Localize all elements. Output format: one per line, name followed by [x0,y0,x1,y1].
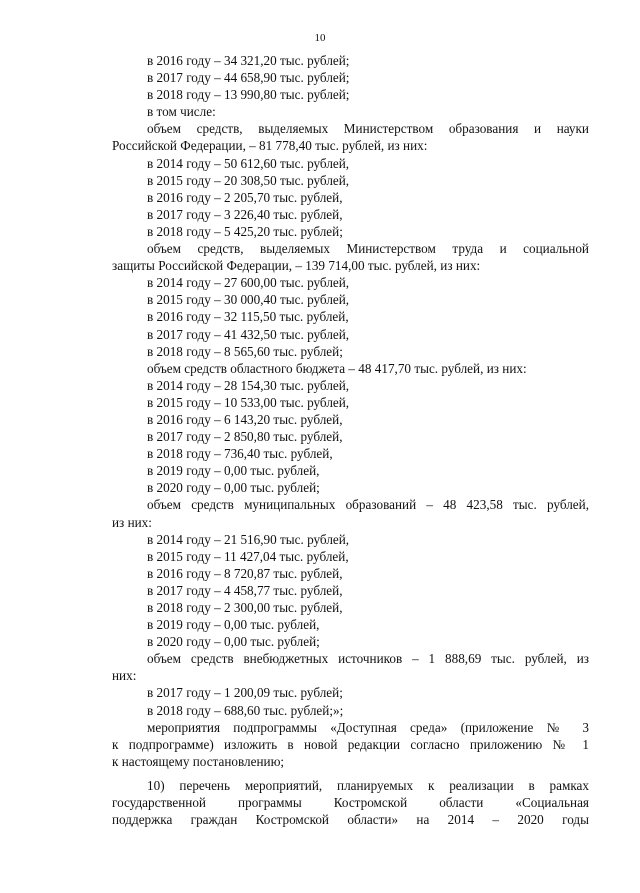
text-line: в 2016 году – 6 143,20 тыс. рублей, [147,411,343,427]
text-line: защиты Российской Федерации, – 139 714,00 тыс. рублей, из них: [112,258,481,274]
text-line: в 2017 году – 44 658,90 тыс. рублей; [147,70,350,86]
text-line: объем средств внебюджетных источников – 1 888,69 тыс. рублей, из [147,651,589,667]
text-line: государственной программы Костромской области «Социальная [112,795,589,811]
text-line: мероприятия подпрограммы «Доступная среда» (приложение № 3 [147,719,589,735]
text-line: в 2016 году – 34 321,20 тыс. рублей; [147,53,350,68]
text-line: в 2017 году – 4 458,77 тыс. рублей, [147,582,343,598]
text-line: в 2017 году – 3 226,40 тыс. рублей, [147,206,343,222]
text-line: в 2015 году – 30 000,40 тыс. рублей, [147,292,350,308]
text-line: к настоящему постановлению; [112,753,285,769]
text-line: в 2018 году – 5 425,20 тыс. рублей; [147,223,343,239]
text-line: в 2014 году – 50 612,60 тыс. рублей, [147,155,350,171]
text-line: в 2020 году – 0,00 тыс. рублей; [147,480,320,496]
text-line: в 2018 году – 13 990,80 тыс. рублей; [147,87,350,103]
text-line: в 2017 году – 1 200,09 тыс. рублей; [147,685,343,701]
text-line: в 2019 году – 0,00 тыс. рублей, [147,617,320,633]
text-line: объем средств муниципальных образований – 48 423,58 тыс. рублей, [147,497,589,513]
text-line: к подпрограмме) изложить в новой редакции согласно приложению № 1 [112,736,589,752]
text-line: поддержка граждан Костромской области» на 2014 – 2020 годы [112,812,589,828]
text-line: из них: [112,514,152,530]
text-line: в 2015 году – 10 533,00 тыс. рублей, [147,394,350,410]
page-number: 10 [314,32,326,44]
text-line: в 2018 году – 736,40 тыс. рублей, [147,446,333,462]
text-line: в 2016 году – 2 205,70 тыс. рублей, [147,189,343,205]
text-line: объем средств, выделяемых Министерством образования и науки [147,121,589,137]
text-line: в 2018 году – 8 565,60 тыс. рублей; [147,343,343,359]
text-line: в 2016 году – 8 720,87 тыс. рублей, [147,565,343,581]
text-line: в 2019 году – 0,00 тыс. рублей, [147,463,320,479]
text-line: Российской Федерации, – 81 778,40 тыс. рублей, из них: [112,138,428,154]
text-line: в 2018 году – 2 300,00 тыс. рублей, [147,600,343,615]
text-line: объем средств областного бюджета – 48 417,70 тыс. рублей, из них: [147,360,527,376]
text-line: в 2020 году – 0,00 тыс. рублей; [147,634,320,650]
text-line: 10) перечень мероприятий, планируемых к реализации в рамках [147,777,589,793]
text-line: в 2014 году – 28 154,30 тыс. рублей, [147,377,350,393]
text-line: в 2017 году – 2 850,80 тыс. рублей, [147,429,343,445]
text-line: в 2014 году – 21 516,90 тыс. рублей, [147,531,350,547]
text-line: в 2017 году – 41 432,50 тыс. рублей, [147,326,350,342]
document-body [112,52,589,828]
text-line: в 2014 году – 27 600,00 тыс. рублей, [147,275,350,291]
text-line: в том числе: [147,104,216,120]
text-line: в 2016 году – 32 115,50 тыс. рублей, [147,309,349,325]
text-line: в 2015 году – 11 427,04 тыс. рублей, [147,548,349,564]
text-line: объем средств, выделяемых Министерством труда и социальной [147,241,589,257]
text-line: них: [112,668,137,684]
text-line: в 2015 году – 20 308,50 тыс. рублей, [147,172,350,188]
text-line: в 2018 году – 688,60 тыс. рублей;»; [147,702,344,718]
